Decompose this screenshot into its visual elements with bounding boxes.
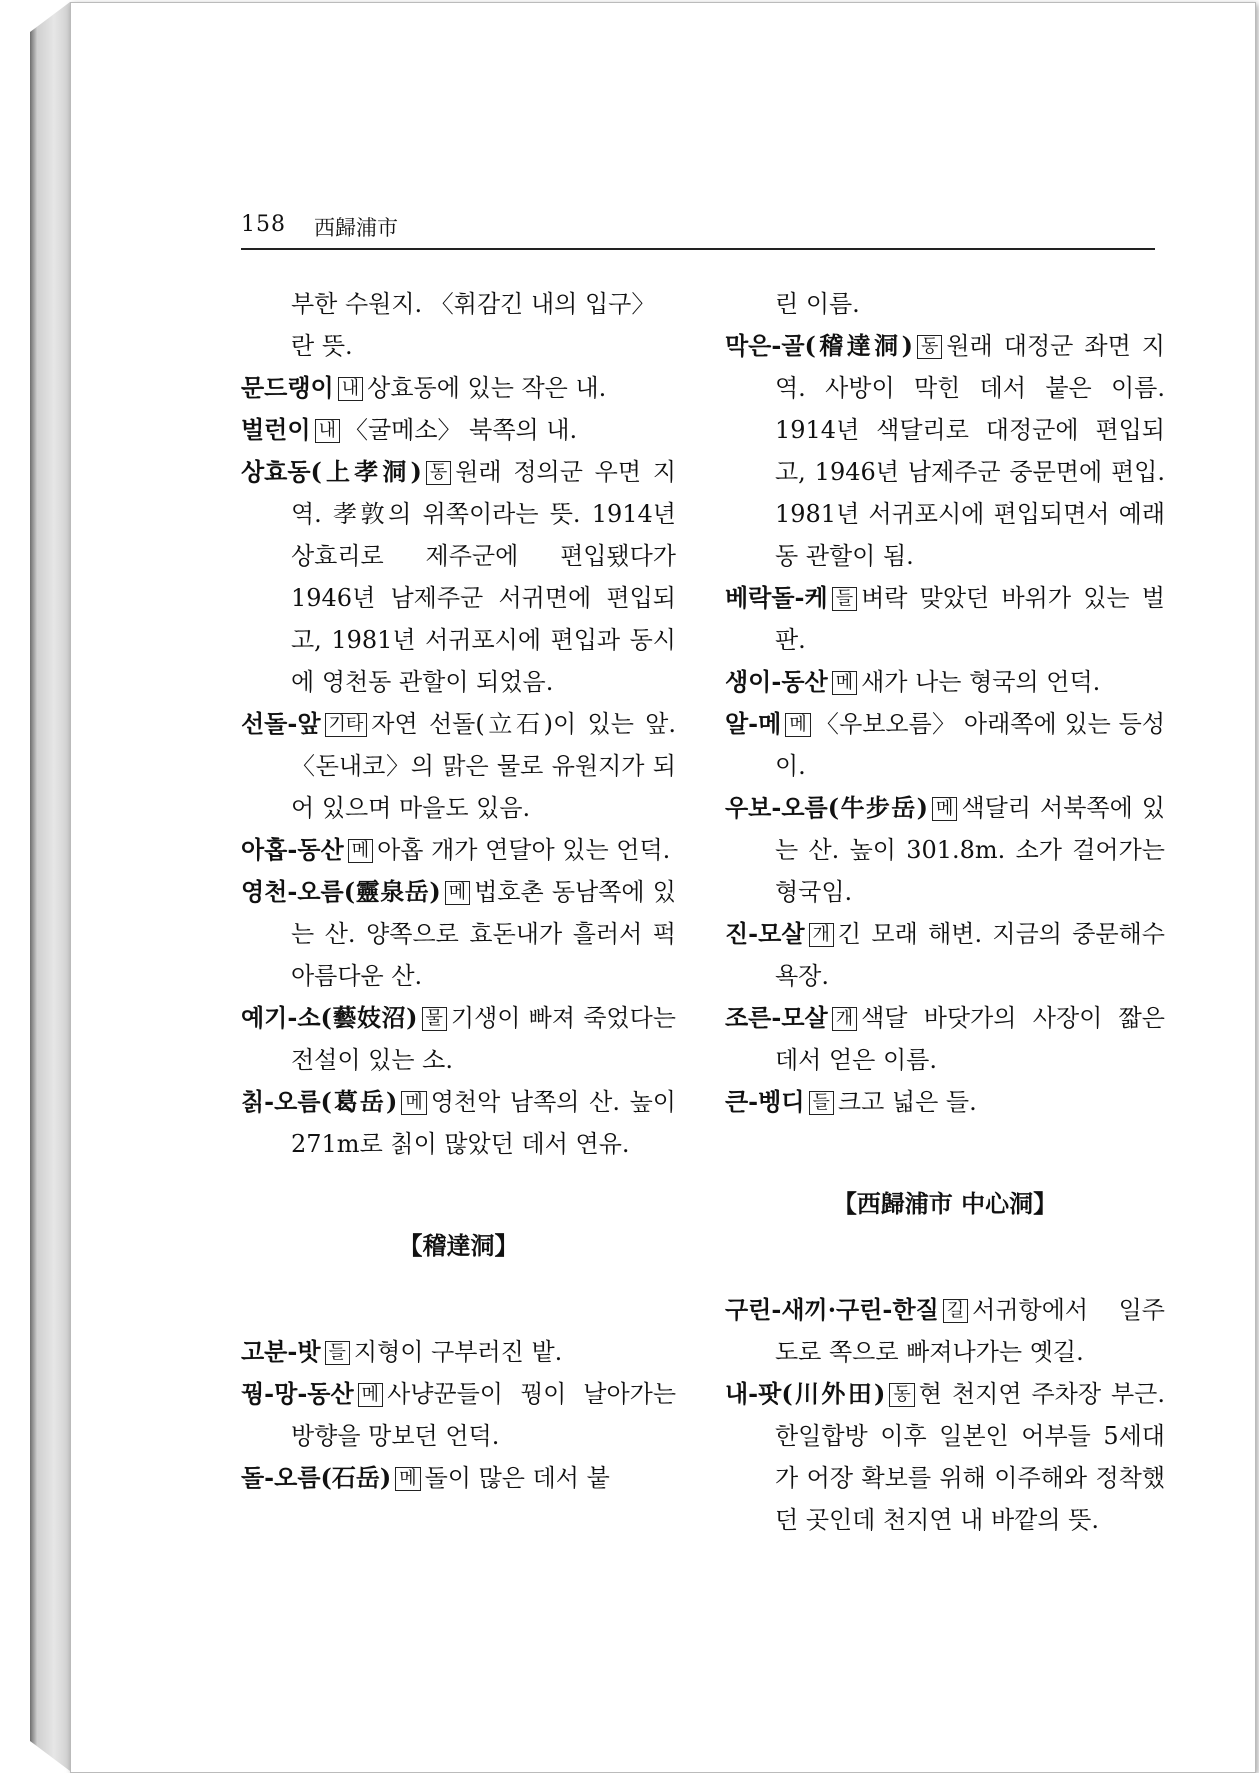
page-header <box>241 208 1155 250</box>
entry-term: 상효동(上孝洞) <box>241 457 422 486</box>
entry-term: 구린-새끼·구린-한질 <box>725 1295 939 1324</box>
entry-text: 영천악 남쪽의 산. 높이 271m로 칡이 많았던 데서 연유. <box>291 1088 676 1158</box>
right-column <box>725 283 1165 1541</box>
entry-term: 칡-오름(葛岳) <box>241 1087 398 1116</box>
dictionary-entry <box>241 1457 676 1499</box>
category-tag: 동 <box>426 461 451 485</box>
left-column <box>241 283 676 1499</box>
entry-text: 긴 모래 해변. 지금의 중문해수욕장. <box>775 920 1165 990</box>
category-tag: 개 <box>832 1007 857 1031</box>
entry-text: 아홉 개가 연달아 있는 언덕. <box>377 836 671 864</box>
dictionary-entry <box>725 913 1165 997</box>
category-tag: 메 <box>401 1091 426 1115</box>
category-tag: 동 <box>889 1383 914 1407</box>
entry-term: 영천-오름(靈泉岳) <box>241 877 441 906</box>
entry-term: 알-메 <box>725 709 782 738</box>
dictionary-entry <box>725 577 1165 661</box>
entry-text: 원래 정의군 우면 지역. 孝敦의 위쪽이라는 뜻. 1914년 상효리로 제주군에 편입됐다가 1946년 남제주군 서귀면에 편입되고, 1981년 서귀포시에 편입과 동시에 영천동 관할이 되었음. <box>291 458 676 696</box>
category-tag: 메 <box>348 839 373 863</box>
entry-term: 돌-오름(石岳) <box>241 1463 392 1492</box>
category-tag: 기타 <box>325 713 368 737</box>
entry-term: 생이-동산 <box>725 667 828 696</box>
dictionary-entry <box>241 997 676 1081</box>
entry-text: 돌이 많은 데서 붙 <box>424 1464 610 1492</box>
running-title: 西歸浦市 <box>314 216 398 240</box>
entry-text: 자연 선돌(立石)이 있는 앞. 〈돈내코〉의 맑은 물로 유원지가 되어 있으며 마을도 있음. <box>291 710 676 822</box>
entry-term: 조른-모살 <box>725 1003 828 1032</box>
entry-text: 부한 수원지. 〈휘감긴 내의 입구〉 란 뜻. <box>291 290 656 360</box>
entry-text: 법호촌 동남쪽에 있는 산. 양쪽으로 효돈내가 흘러서 퍽 아름다운 산. <box>291 878 676 990</box>
category-tag: 메 <box>445 881 470 905</box>
entry-text: 새가 나는 형국의 언덕. <box>861 668 1101 696</box>
category-tag: 메 <box>832 671 857 695</box>
section-heading: 【西歸浦市 中心洞】 <box>832 1189 1058 1218</box>
entry-term: 꿩-망-동산 <box>241 1379 354 1408</box>
category-tag: 길 <box>943 1299 968 1323</box>
dictionary-entry <box>725 1373 1165 1541</box>
entry-text: 기생이 빠져 죽었다는 전설이 있는 소. <box>291 1004 676 1074</box>
entry-text: 서귀항에서 일주도로 쪽으로 빠져나가는 옛길. <box>775 1296 1165 1366</box>
entry-term: 내-팟(川外田) <box>725 1379 886 1408</box>
dictionary-entry <box>725 703 1165 787</box>
page-number: 158 <box>241 212 286 237</box>
category-tag: 들 <box>832 587 857 611</box>
entry-term: 예기-소(藝妓沼) <box>241 1003 418 1032</box>
dictionary-entry <box>725 1081 1165 1123</box>
category-tag: 메 <box>932 797 957 821</box>
category-tag: 내 <box>338 377 363 401</box>
dictionary-entry <box>725 325 1165 577</box>
entry-text: 상효동에 있는 작은 내. <box>367 374 607 402</box>
dictionary-entry <box>241 451 676 703</box>
dictionary-entry <box>241 829 676 871</box>
entry-text: 〈굴메소〉 북쪽의 내. <box>343 416 578 444</box>
entry-term: 문드랭이 <box>241 373 334 402</box>
entry-text: 사냥꾼들이 꿩이 날아가는 방향을 망보던 언덕. <box>291 1380 676 1450</box>
entry-term: 막은-골(稽達洞) <box>725 331 913 360</box>
category-tag: 들 <box>809 1091 834 1115</box>
dictionary-entry <box>241 1081 676 1165</box>
category-tag: 동 <box>917 335 942 359</box>
entry-term: 고분-밧 <box>241 1337 321 1366</box>
dictionary-entry <box>241 1373 676 1457</box>
dictionary-entry <box>725 787 1165 913</box>
dictionary-entry <box>241 703 676 829</box>
entry-text: 지형이 구부러진 밭. <box>353 1338 563 1366</box>
dictionary-entry <box>725 997 1165 1081</box>
entry-continuation <box>725 283 1165 325</box>
entry-continuation <box>241 283 676 367</box>
entry-text: 원래 대정군 좌면 지역. 사방이 막힌 데서 붙은 이름. 1914년 색달리로 대정군에 편입되고, 1946년 남제주군 중문면에 편입. 1981년 서귀포시에 편입되면서 예래동 관할이 됨. <box>775 332 1165 570</box>
entry-text: 크고 넓은 들. <box>837 1088 977 1116</box>
entry-text: 벼락 맞았던 바위가 있는 벌판. <box>775 584 1165 654</box>
book-edge <box>30 2 70 1771</box>
entry-text: 린 이름. <box>775 290 860 318</box>
entry-term: 우보-오름(牛步岳) <box>725 793 929 822</box>
entry-term: 큰-벵디 <box>725 1087 805 1116</box>
dictionary-entry <box>241 871 676 997</box>
entry-text: 색달 바닷가의 사장이 짧은 데서 얻은 이름. <box>775 1004 1165 1074</box>
entry-term: 아홉-동산 <box>241 835 344 864</box>
entry-term: 베락돌-케 <box>725 583 828 612</box>
category-tag: 메 <box>358 1383 383 1407</box>
category-tag: 메 <box>395 1467 420 1491</box>
dictionary-entry <box>725 1289 1165 1373</box>
section-heading: 【稽達洞】 <box>398 1231 519 1260</box>
category-tag: 메 <box>785 713 810 737</box>
entry-text: 〈우보오름〉 아래쪽에 있는 등성이. <box>775 710 1165 780</box>
entry-text: 색달리 서북쪽에 있는 산. 높이 301.8m. 소가 걸어가는 형국임. <box>775 794 1165 906</box>
entry-term: 선돌-앞 <box>241 709 321 738</box>
dictionary-entry <box>241 367 676 409</box>
dictionary-entry <box>725 661 1165 703</box>
category-tag: 물 <box>422 1007 447 1031</box>
category-tag: 개 <box>809 923 834 947</box>
entry-text: 현 천지연 주차장 부근. 한일합방 이후 일본인 어부들 5세대가 어장 확보를 위해 이주해와 정착했던 곳인데 천지연 내 바깥의 뜻. <box>775 1380 1165 1534</box>
dictionary-entry <box>241 1331 676 1373</box>
category-tag: 내 <box>315 419 340 443</box>
dictionary-entry <box>241 409 676 451</box>
entry-term: 진-모살 <box>725 919 805 948</box>
entry-term: 벌런이 <box>241 415 311 444</box>
category-tag: 들 <box>325 1341 350 1365</box>
